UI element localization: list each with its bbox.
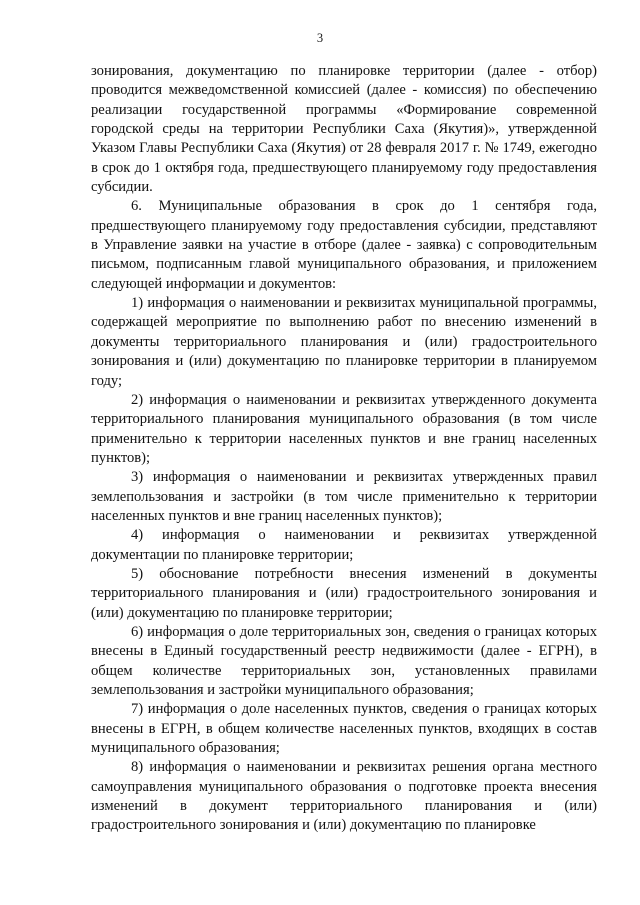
list-item-4: 4) информация о наименовании и реквизитах утвержденной документации по планировке территории; xyxy=(91,527,597,563)
paragraph-item-6: 6. Муниципальные образования в срок до 1 сентября года, предшествующего планируемому году предоставления субсидии, представляют в Управление заявки на участие в отборе (далее - заявка) с сопроводительным письмом, подписанным главой муниципального образования, и приложением следующей информации и документов: xyxy=(91,198,597,292)
list-item-3: 3) информация о наименовании и реквизитах утвержденных правил землепользования и застройки (в том числе применительно к территории населенных пунктов и вне границ населенных пунктов); xyxy=(91,469,597,524)
list-item-6: 6) информация о доле территориальных зон, сведения о границах которых внесены в Единый государственный реестр недвижимости (далее - ЕГРН), в общем количестве территориальных зон, установленных правилами землепользования и застройки муниципального образования; xyxy=(91,623,597,698)
list-item-2: 2) информация о наименовании и реквизитах утвержденного документа территориального планирования муниципального образования (в том числе применительно к территории населенных пунктов и вне границ населенных пунктов); xyxy=(91,391,597,466)
list-item-1: 1) информация о наименовании и реквизитах муниципальной программы, содержащей мероприятие по выполнению работ по внесению изменений в документы территориального планирования и (или) градостроительного зонирования и (или) документацию по планировке территории в планируемом году; xyxy=(91,295,597,389)
list-item-7: 7) информация о доле населенных пунктов, сведения о границах которых внесены в ЕГРН, в общем количестве населенных пунктов, входящих в состав муниципального образования; xyxy=(91,701,597,757)
document-body xyxy=(91,62,597,836)
list-item-8: 8) информация о наименовании и реквизитах решения органа местного самоуправления муниципального образования о подготовке проекта внесения изменений в документ территориального планирования и (или) градостроительного зонирования и (или) документацию по планировке xyxy=(91,759,597,834)
paragraph-continuation: зонирования, документацию по планировке территории (далее - отбор) проводится межведомственной комиссией (далее - комиссия) по обеспечению реализации государственной программы «Формирование современной городской среды на территории Республики Саха (Якутия)», утвержденной Указом Главы Республики Саха (Якутия) от 28 февраля 2017 г. № 1749, ежегодно в срок до 1 октября года, предшествующего планируемому году предоставления субсидии. xyxy=(91,63,597,196)
page-number: 3 xyxy=(316,31,324,45)
list-item-5: 5) обоснование потребности внесения изменений в документы территориального планирования и (или) градостроительного зонирования и (или) документацию по планировке территории; xyxy=(91,565,597,621)
